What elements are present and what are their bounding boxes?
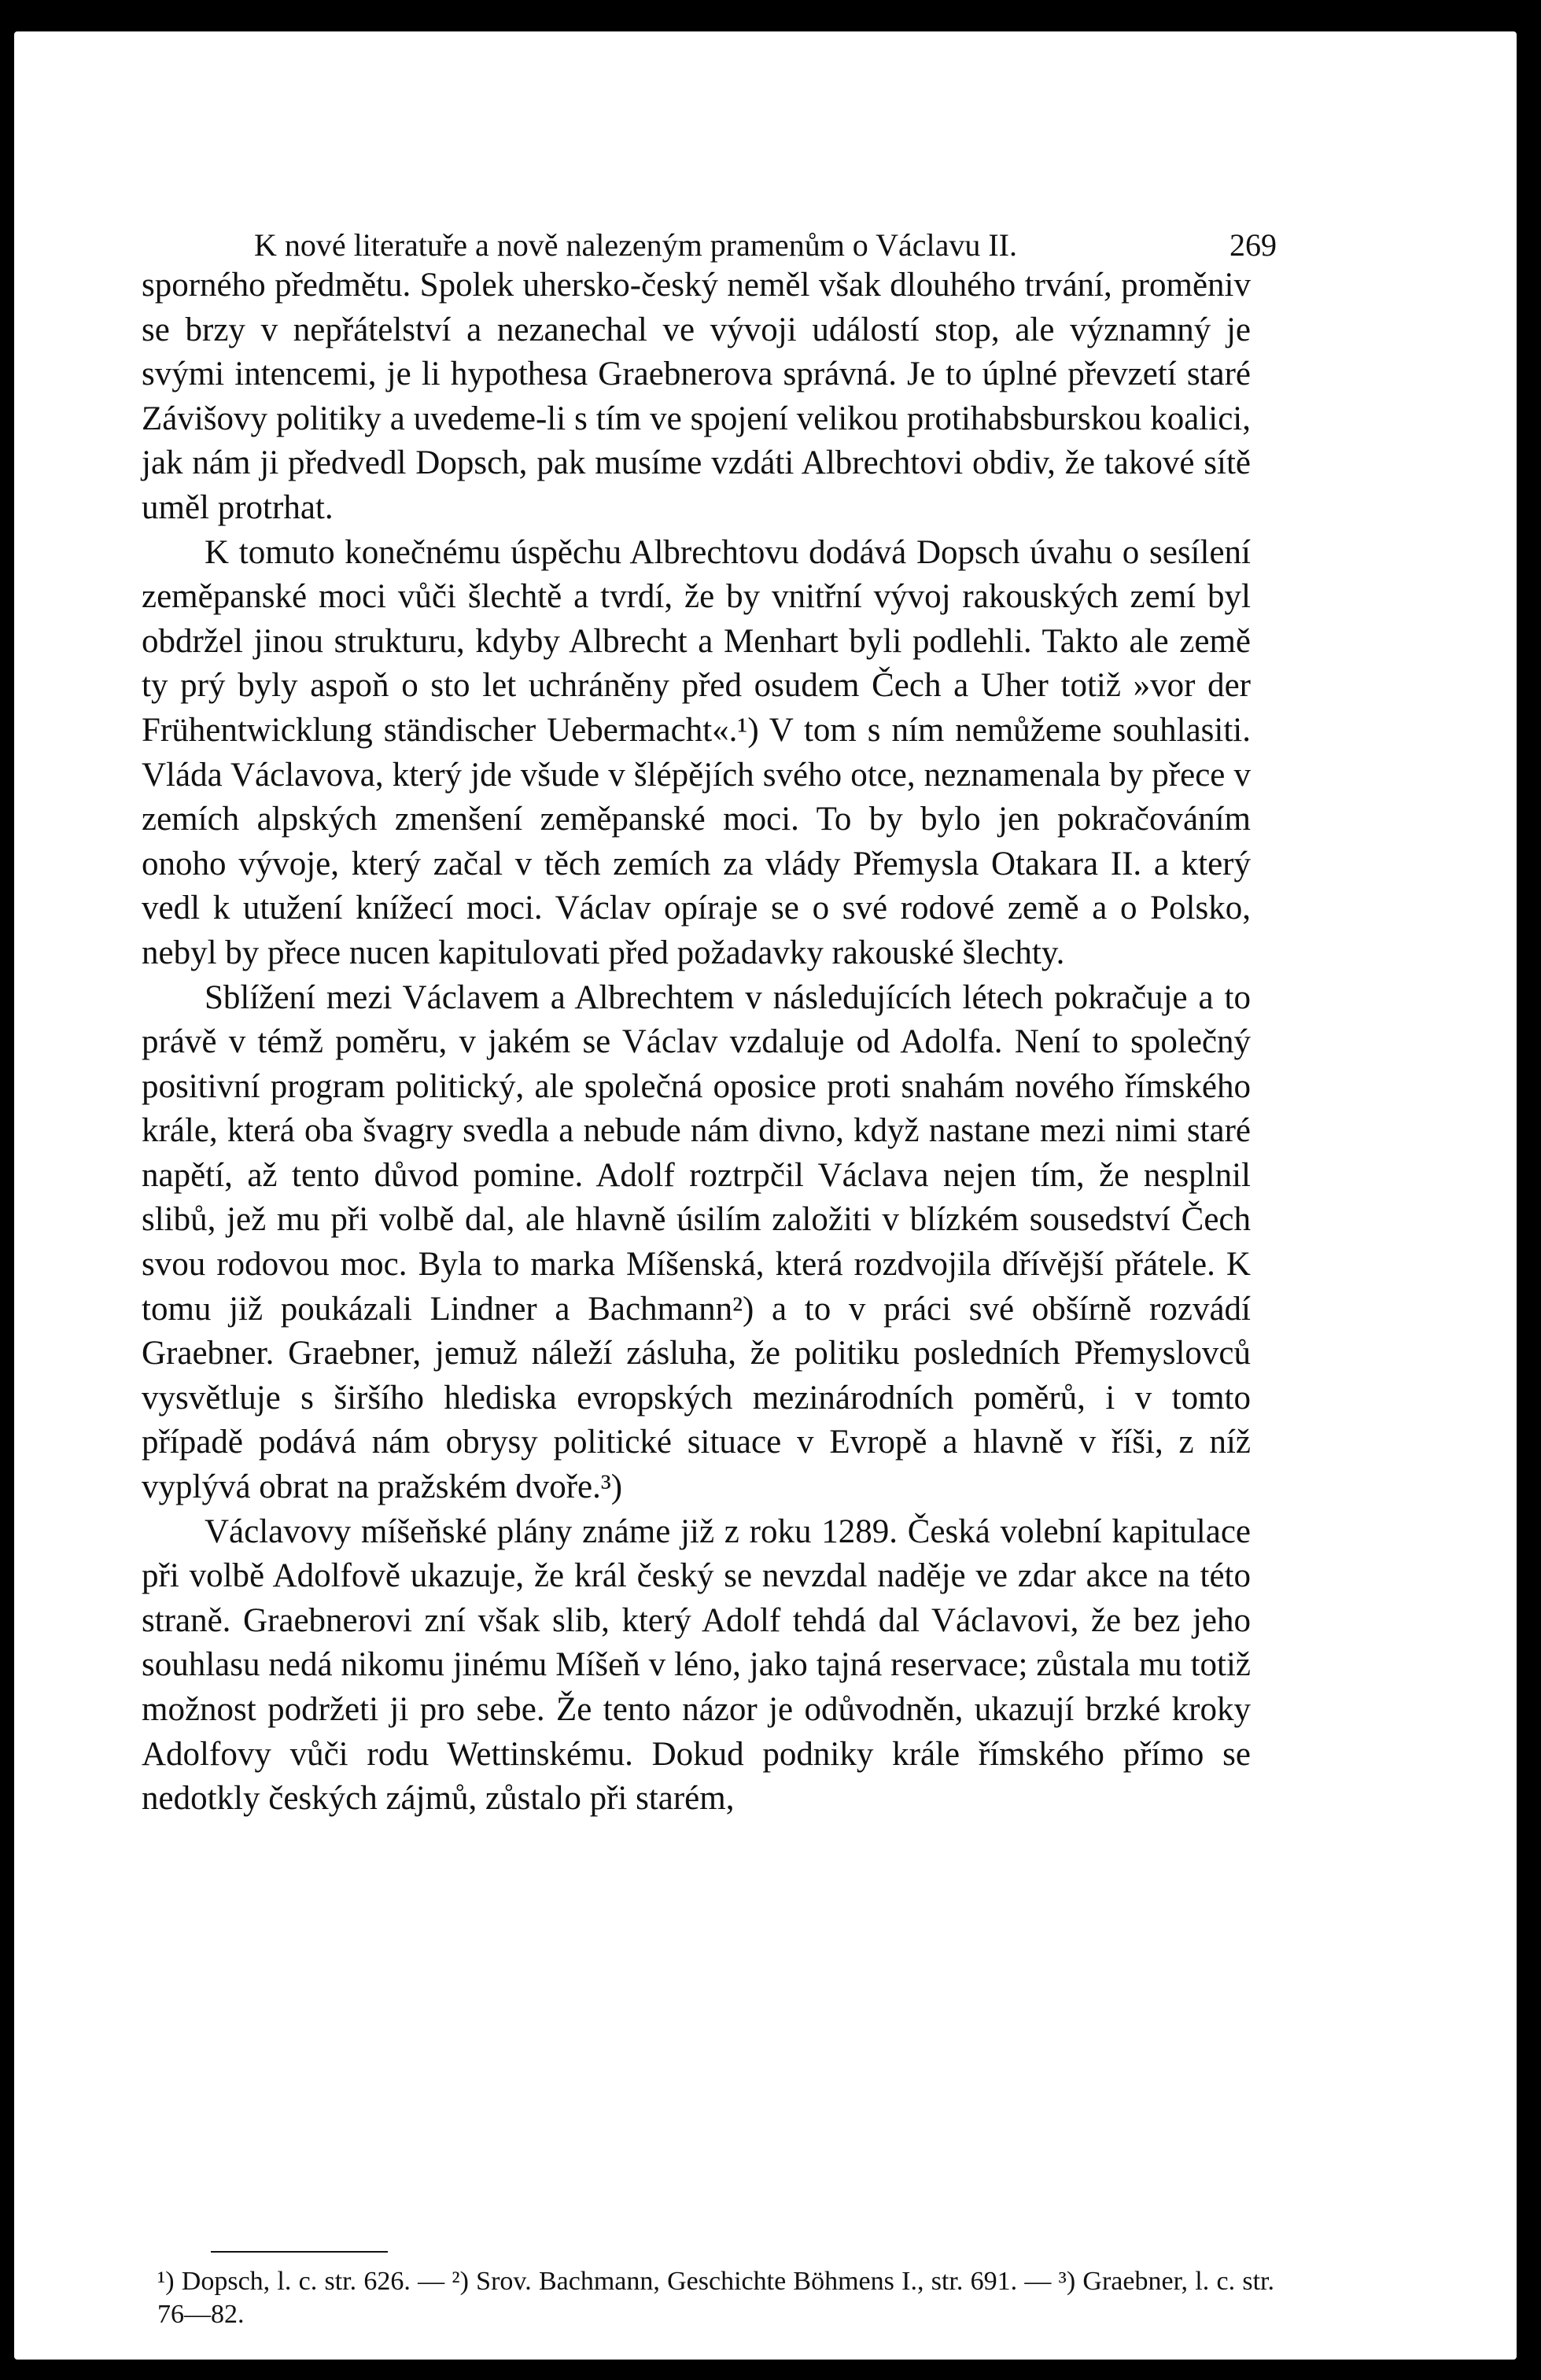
paragraph-2: K tomuto konečnému úspěchu Albrechtovu dodává Dopsch úvahu o sesílení zeměpanské moci vůči šlechtě a tvrdí, že by vnitřní vývoj rakouských zemí byl obdržel jinou strukturu, kdyby Albrecht a Menhart byli podlehli. Takto ale země ty prý byly aspoň o sto let uchráněny před osudem Čech a Uher totiž »vor der Frühentwicklung ständischer Uebermacht«.¹) V tom s ním nemůžeme souhlasiti. Vláda Václavova, který jde všude v šlépějích svého otce, neznamenala by přece v zemích alpských zmenšení zeměpanské moci. To by bylo jen pokračováním onoho vývoje, který začal v těch zemích za vlády Přemysla Otakara II. a který vedl k utužení knížecí moci. Václav opíraje se o své rodové země a o Polsko, nebyl by přece nucen kapitulovati před požadavky rakouské šlechty. xyxy=(142,533,1251,971)
footnote-divider xyxy=(211,2251,388,2253)
footnotes xyxy=(157,2265,1274,2331)
body-text xyxy=(142,263,1251,1822)
running-header xyxy=(254,227,1277,263)
page-number: 269 xyxy=(1229,227,1277,263)
paragraph-4: Václavovy míšeňské plány známe již z roku 1289. Česká volební kapitulace při volbě Adolfově ukazuje, že král český se nevzdal naděje ve zdar akce na této straně. Graebnerovi zní však slib, který Adolf tehdá dal Václavovi, že bez jeho souhlasu nedá nikomu jinému Míšeň v léno, jako tajná reservace; zůstala mu totiž možnost podržeti ji pro sebe. Že tento názor je odůvodněn, ukazují brzké kroky Adolfovy vůči rodu Wettinskému. Dokud podniky krále římského přímo se nedotkly českých zájmů, zůstalo při starém, xyxy=(142,1512,1251,1818)
running-title: K nové literatuře a nově nalezeným pramenům o Václavu II. xyxy=(254,227,1017,263)
paragraph-1: sporného předmětu. Spolek uhersko-český neměl však dlouhého trvání, proměniv se brzy v nepřátelství a nezanechal ve vývoji událostí stop, ale významný je svými intencemi, je li hypothesa Graebnerova správná. Je to úplné převzetí staré Závišovy politiky a uvedeme-li s tím ve spojení velikou protihabsburskou koalici, jak nám ji předvedl Dopsch, pak musíme vzdáti Albrechtovi obdiv, že takové sítě uměl protrhat. xyxy=(142,267,1251,526)
paragraph-3: Sblížení mezi Václavem a Albrechtem v následujících létech pokračuje a to právě v témž poměru, v jakém se Václav vzdaluje od Adolfa. Není to společný positivní program politický, ale společná oposice proti snahám nového římského krále, která oba švagry svedla a nebude nám divno, když nastane mezi nimi staré napětí, až tento důvod pomine. Adolf roztrpčil Václava nejen tím, že nesplnil slibů, jež mu při volbě dal, ale hlavně úsilím založiti v blízkém sousedství Čech svou rodovou moc. Byla to marka Míšenská, která rozdvojila dřívější přátele. K tomu již poukázali Lindner a Bachmann²) a to v práci své obšírně rozvádí Graebner. Graebner, jemuž náleží zásluha, že politiku posledních Přemyslovců vysvětluje s širšího hlediska evropských mezinárodních poměrů, i v tomto případě podává nám obrysy politické situace v Evropě a hlavně v říši, z níž vyplývá obrat na pražském dvoře.³) xyxy=(142,978,1251,1506)
footnote-text: ¹) Dopsch, l. c. str. 626. — ²) Srov. Bachmann, Geschichte Böhmens I., str. 691. — ³) Graebner, l. c. str. 76—82. xyxy=(157,2267,1274,2329)
